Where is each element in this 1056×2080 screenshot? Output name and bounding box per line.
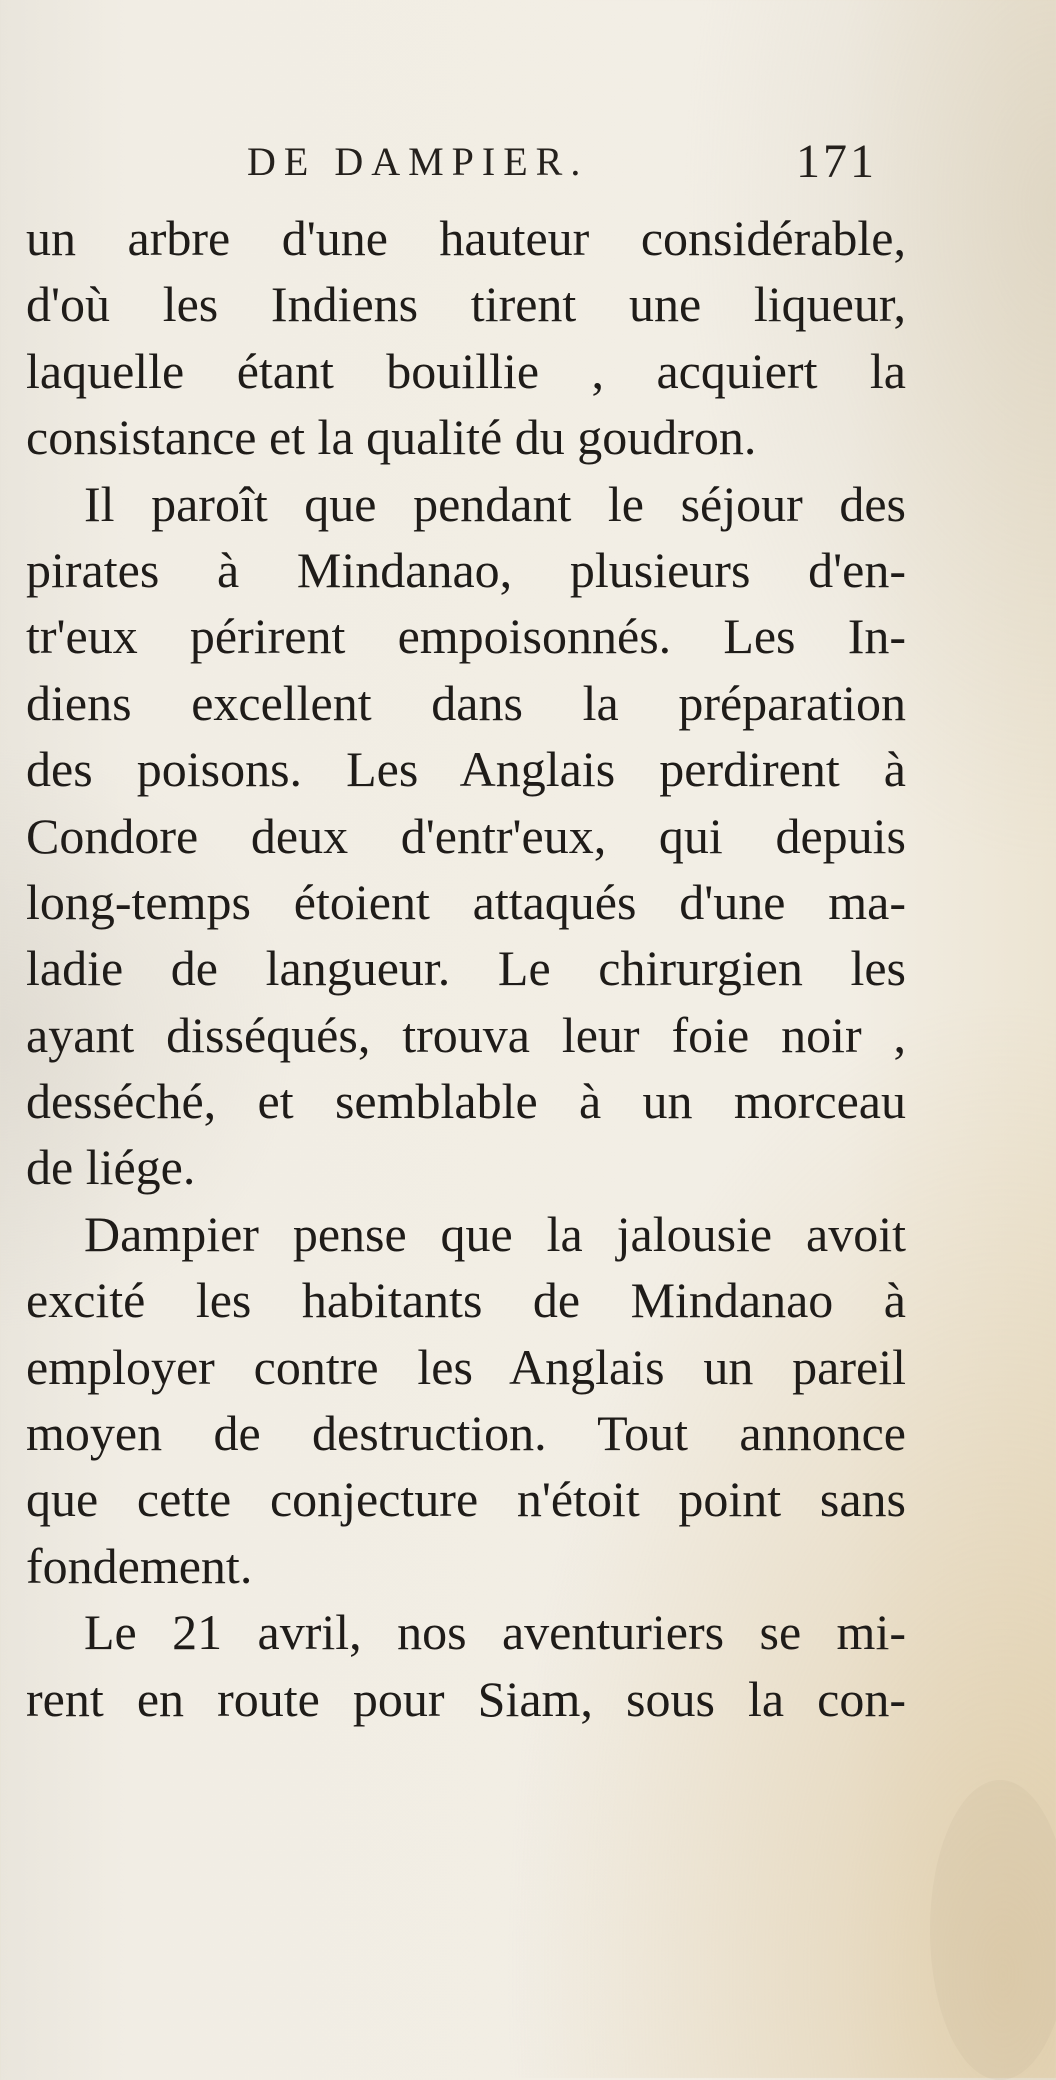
text-line: ayant disséqués, trouva leur foie noir , bbox=[26, 1006, 906, 1063]
running-title: DE DAMPIER. bbox=[247, 139, 589, 184]
paper-stain bbox=[930, 1780, 1056, 2080]
page-number: 171 bbox=[796, 135, 877, 188]
text-line: employer contre les Anglais un pareil bbox=[26, 1338, 906, 1395]
text-line: fondement. bbox=[26, 1537, 253, 1594]
text-line: de liége. bbox=[26, 1139, 196, 1196]
text-line: un arbre d'une hauteur considérable, bbox=[26, 210, 906, 266]
text-line: rent en route pour Siam, sous la con- bbox=[26, 1670, 906, 1727]
text-line: tr'eux périrent empoisonnés. Les In- bbox=[26, 608, 906, 665]
text-line: Condore deux d'entr'eux, qui depuis bbox=[26, 807, 906, 864]
text-line: laquelle étant bouillie , acquiert la bbox=[26, 342, 906, 399]
text-line: desséché, et semblable à un morceau bbox=[26, 1073, 906, 1130]
running-head bbox=[0, 134, 1056, 194]
text-line: que cette conjecture n'étoit point sans bbox=[26, 1471, 906, 1528]
text-line: moyen de destruction. Tout annonce bbox=[26, 1405, 906, 1462]
text-line: excité les habitants de Mindanao à bbox=[26, 1272, 906, 1329]
text-line: ladie de langueur. Le chirurgien les bbox=[26, 940, 906, 997]
text-line: d'où les Indiens tirent une liqueur, bbox=[26, 276, 906, 333]
text-line: Dampier pense que la jalousie avoit bbox=[84, 1205, 906, 1262]
text-line: des poisons. Les Anglais perdirent à bbox=[26, 741, 906, 798]
body-text bbox=[26, 205, 906, 1732]
text-line: pirates à Mindanao, plusieurs d'en- bbox=[26, 541, 906, 598]
text-line: Il paroît que pendant le séjour des bbox=[84, 475, 906, 532]
text-line: consistance et la qualité du goudron. bbox=[26, 409, 757, 466]
text-line: long-temps étoient attaqués d'une ma- bbox=[26, 873, 906, 930]
text-line: Le 21 avril, nos aventuriers se mi- bbox=[84, 1604, 906, 1661]
text-line: diens excellent dans la préparation bbox=[26, 674, 906, 731]
